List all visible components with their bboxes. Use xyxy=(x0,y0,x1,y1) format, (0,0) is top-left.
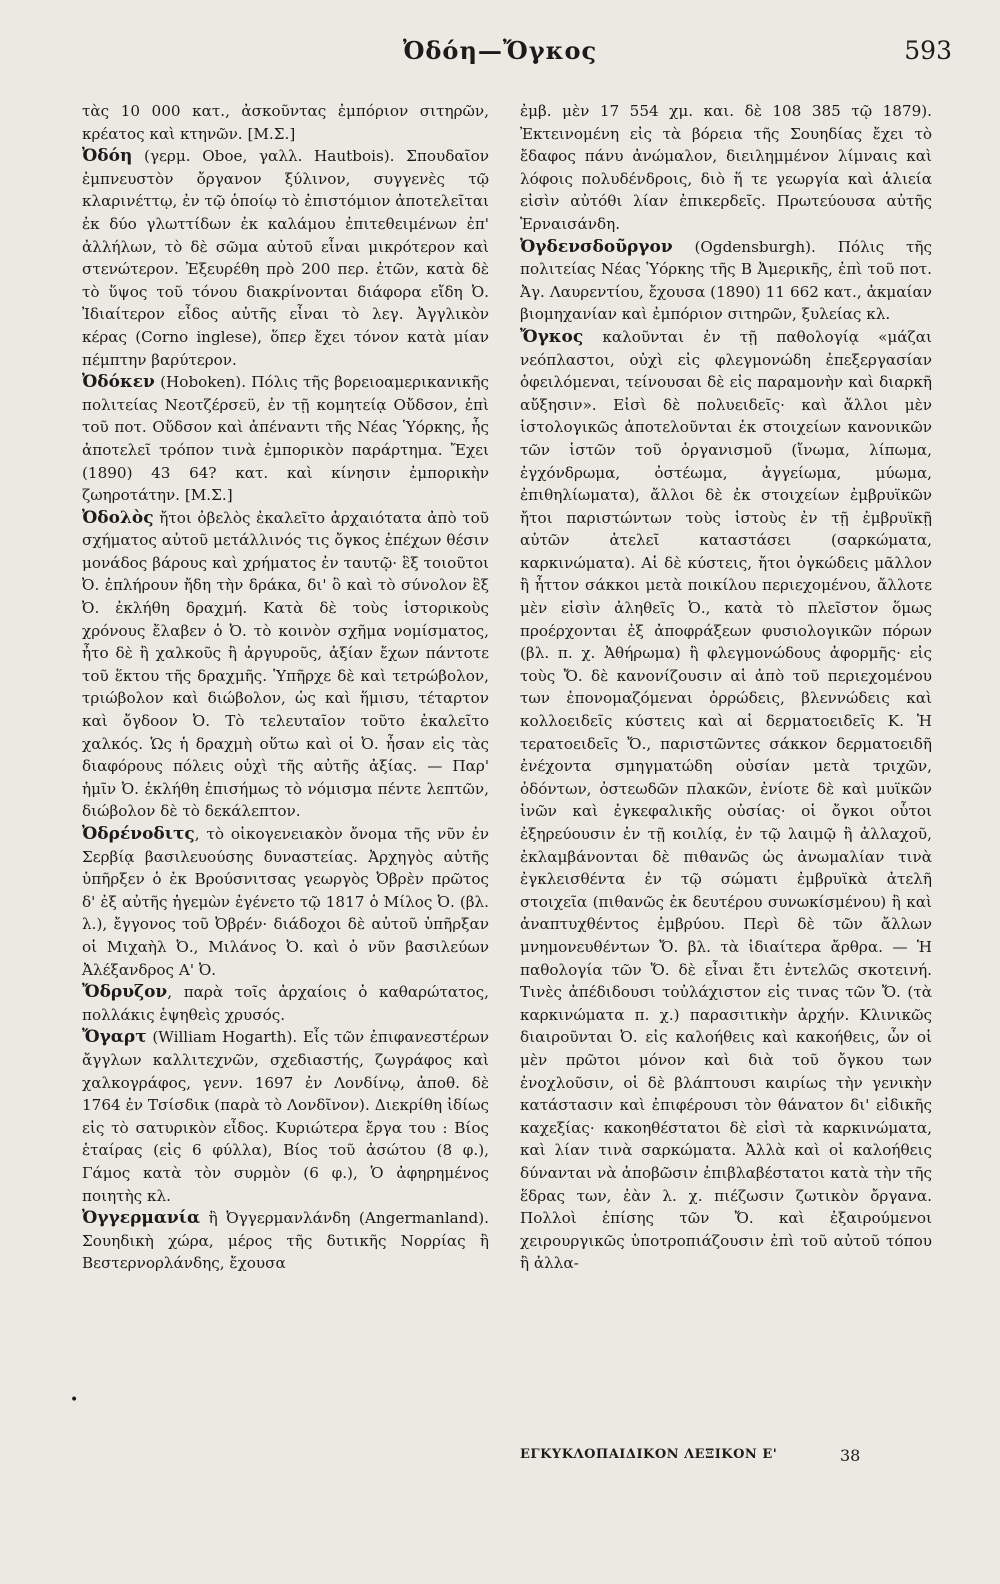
entry-text: , τὸ οἰκογενειακὸν ὄνομα τῆς νῦν ἐν Σερβίᾳ βασιλευούσης δυναστείας. Ἀρχηγὸς αὐτῆς ὑπῆρξεν ὁ ἐκ Βρούσνιτσας γεωργὸς Ὀβρὲν πρῶτος δ' ἐξ αὐτῆς ἡγεμὼν ἐγένετο τῷ 1817 ὁ Μίλος Ὀ. (βλ. λ.), ἔγγονος τοῦ Ὀβρέν· διάδοχοι δὲ αὐτοῦ ὑπῆρξαν οἱ Μιχαὴλ Ὀ., Μιλάνος Ὀ. καὶ ὁ νῦν βασιλεύων Ἀλέξανδρος Α' Ὀ. xyxy=(82,825,489,979)
entry-text: ἐμβ. μὲν 17 554 χμ. και. δὲ 108 385 τῷ 1879). Ἐκτεινομένη εἰς τὰ βόρεια τῆς Σουηδίας ἔχει τὸ ἔδαφος πάνυ ἀνώμαλον, διειλημμένον λίμναις καὶ λόφοις πολυδένδροις, διὸ ἥ τε γεωργία καὶ ἁλιεία εἰσὶν αὐτόθι λίαν ἐπικερδεῖς. Πρωτεύουσα αὐτῆς Ἑρναισάνδη. xyxy=(520,102,932,233)
entry-odoe xyxy=(82,145,489,371)
entry-text: (Ogdensburgh). Πόλις τῆς πολιτείας Νέας Ὑόρκης τῆς Β Ἀμερικῆς, ἐπὶ τοῦ ποτ. Ἀγ. Λαυρεντίου, ἔχουσα (1890) 11 662 κατ., ἀκμαίαν βιομηχανίαν καὶ ἐμπόριον σιτηρῶν, ξυλείας κλ. xyxy=(520,237,932,324)
entry-continuation xyxy=(82,100,489,145)
entry-obrenovic xyxy=(82,823,489,981)
entry-hogarth xyxy=(82,1026,489,1207)
entry-headword: Ὄδρυζον xyxy=(82,982,168,1003)
entry-text: τὰς 10 000 κατ., ἀσκοῦντας ἐμπόριον σιτηρῶν, κρέατος καὶ κτηνῶν. [Μ.Σ.] xyxy=(82,102,489,143)
entry-text: (Hoboken). Πόλις τῆς βορειοαμερικανικῆς πολιτείας Νεοτζέρσεϋ, ἐν τῇ κομητείᾳ Οὔδσον, ἐπὶ τοῦ ποτ. Οὔδσον καὶ ἀπέναντι τῆς Νέας Ὑόρκης, ἧς ἀποτελεῖ τρόπον τινὰ ἐμπορικὸν παράρτημα. Ἔχει (1890) 43 64? κατ. καὶ κίνησιν ἐμπορικὴν ζωηροτάτην. [Μ.Σ.] xyxy=(82,373,490,505)
margin-mark: • xyxy=(70,1392,79,1408)
entry-text: ἢ Ὀγγερμανλάνδη (Angermanland). Σουηδικὴ χώρα, μέρος τῆς δυτικῆς Νορρίας ἢ Βεστερνορλάνδης, ἔχουσα xyxy=(82,1209,489,1273)
entry-obolos xyxy=(82,507,489,823)
entry-onkos xyxy=(520,326,932,1275)
entry-headword: Ὀδρένοδιτς xyxy=(82,824,195,844)
running-title: Ὀδόη—Ὄγκος xyxy=(402,36,598,65)
entry-headword: Ὄγκος xyxy=(520,326,584,347)
left-column xyxy=(82,100,489,1275)
sheet-number: 38 xyxy=(840,1446,861,1465)
entry-angermanland xyxy=(82,1207,489,1275)
running-header xyxy=(0,36,1000,76)
entry-text: (William Hogarth). Εἷς τῶν ἐπιφανεστέρων ἄγγλων καλλιτεχνῶν, σχεδιαστής, ζωγράφος καὶ χαλκογράφος, γενν. 1697 ἐν Λονδίνῳ, ἀποθ. δὲ 1764 ἐν Τσίσδικ (παρὰ τὸ Λονδῖνον). Διεκρίθη ἰδίως εἰς τὸ σατυρικὸν εἶδος. Κυριώτερα ἔργα του : Βίος ἑταίρας (εἰς 6 φύλλα), Βίος τοῦ ἀσώτου (8 φ.), Γάμος κατὰ τὸν συρμὸν (6 φ.), Ὁ ἀφηρημένος ποιητὴς κλ. xyxy=(82,1028,490,1205)
entry-text: , παρὰ τοῖς ἀρχαίοις ὁ καθαρώτατος, πολλάκις ἑψηθεὶς χρυσός. xyxy=(82,983,489,1024)
entry-continuation xyxy=(520,100,932,236)
printer-signature: ΕΓΚΥΚΛΟΠΑΙΔΙΚΟΝ ΛΕΞΙΚΟΝ Ε' xyxy=(520,1447,778,1462)
entry-ogdensburgh xyxy=(520,236,932,326)
entry-headword: Ὀδολὸς xyxy=(82,507,154,528)
entry-headword: Ὀδόη xyxy=(82,146,133,167)
entry-hoboken xyxy=(82,371,489,507)
entry-headword: Ὀγγερμανία xyxy=(82,1208,201,1229)
entry-text: ἤτοι ὀβελὸς ἐκαλεῖτο ἀρχαιότατα ἀπὸ τοῦ σχήματος αὐτοῦ μετάλλινός τις ὄγκος ἐπέχων θέσιν μονάδος βάρους καὶ χρήματος ἐν ταυτῷ· ἓξ τοιοῦτοι Ὀ. ἐπλήρουν ἤδη τὴν δράκα, δι' ὃ καὶ τὸ σύνολον ἓξ Ὀ. ἐκλήθη δραχμή. Κατὰ δὲ τοὺς ἱστορικοὺς χρόνους ἔλαβεν ὁ Ὀ. τὸ κοινὸν σχῆμα νομίσματος, ἦτο δὲ ἢ χαλκοῦς ἢ ἀργυροῦς, ἀξίαν ἔχων πάντοτε τοῦ ἕκτου τῆς δραχμῆς. Ὑπῆρχε δὲ καὶ τετρώβολον, τριώβολον καὶ διώβολον, ὡς καὶ ἥμισυ, τέταρτον καὶ ὄγδοον Ὀ. Τὸ τελευταῖον τοῦτο ἐκαλεῖτο χαλκός. Ὡς ἡ δραχμὴ οὕτω καὶ οἱ Ὀ. ἦσαν εἰς τὰς διαφόρους πόλεις οὐχὶ τῆς αὐτῆς ἀξίας. — Παρ' ἡμῖν Ὀ. ἐκλήθη ἐπισήμως τὸ νόμισμα πέντε λεπτῶν, διώβολον δὲ τὸ δεκάλεπτον. xyxy=(82,508,490,821)
entry-headword: Ὄγαρτ xyxy=(82,1027,147,1048)
page-number: 593 xyxy=(904,36,952,65)
entry-obryzon xyxy=(82,981,489,1026)
right-column xyxy=(520,100,932,1275)
entry-text: (γερμ. Oboe, γαλλ. Hautbois). Σπουδαῖον ἐμπνευστὸν ὄργανον ξύλινον, συγγενὲς τῷ κλαρινέττῳ, ἐν τῷ ὁποίῳ τὸ ἐπιστόμιον ἀποτελεῖται ἐκ δύο γλωττίδων ἐκ καλάμου ἐπιτεθειμένων ἐπ' ἀλλήλων, τὸ δὲ σῶμα αὐτοῦ εἶναι μικρότερον καὶ στενώτερον. Ἐξευρέθη πρὸ 200 περ. ἐτῶν, κατὰ δὲ τὸ ὕψος τοῦ τόνου διακρίνονται διάφορα εἴδη Ὀ. Ἰδιαίτερον εἶδος αὐτῆς εἶναι τὸ λεγ. Ἀγγλικὸν κέρας (Corno inglese), ὅπερ ἔχει τόνον κατὰ μίαν πέμπτην βαρύτερον. xyxy=(82,147,490,369)
entry-headword: Ὀδόκεν xyxy=(82,372,155,393)
entry-text: καλοῦνται ἐν τῇ παθολογίᾳ «μάζαι νεόπλαστοι, οὐχὶ εἰς φλεγμονώδη ἐπεξεργασίαν ὀφειλόμεναι, τείνουσαι δὲ εἰς παραμονὴν καὶ διαρκῆ αὔξησιν». Εἰσὶ δὲ πολυειδεῖς· καὶ ἄλλοι μὲν ἱστολογικῶς ἀποτελοῦνται ἐκ στοιχείων κανονικῶν τῶν ἱστῶν τοῦ ὀργανισμοῦ (ἴνωμα, λίπωμα, ἐγχόνδρωμα, ὀστέωμα, ἀγγείωμα, μύωμα, ἐπιθηλίωματα), ἄλλοι δὲ ἐκ στοιχείων ἐμβρυϊκῶν ἤτοι παριστώντων τοὺς ἱστοὺς ἐν τῇ ἐμβρυϊκῇ αὐτῶν ἀτελεῖ καταστάσει (σαρκώματα, καρκινώματα). Αἱ δὲ κύστεις, ἤτοι ὀγκώδεις μᾶλλον ἢ ἧττον σάκκοι μετὰ ποικίλου περιεχομένου, ἄλλοτε μὲν εἰσὶν ἀληθεῖς Ὀ., κατὰ τὸ πλεῖστον ὅμως προέρχονται ἐξ ἀποφράξεων φυσιολογικῶν πόρων (βλ. π. χ. Ἀθήρωμα) ἢ φλεγμονώδους ἀφορμῆς· εἰς τοὺς Ὄ. δὲ κανονίζουσιν αἱ ἀπὸ τοῦ περιεχομένου των ἐπονομαζόμεναι ὀρρώδεις, βλεννώδεις καὶ κολλοειδεῖς κύστεις καὶ αἱ δερματοειδεῖς Κ. Ἡ τερατοειδεῖς Ὄ., παριστῶντες σάκκον δερματοειδῆ ἐνέχοντα σμηγματώδη οὐσίαν μετὰ τριχῶν, ὀδόντων, ὀστεωδῶν πλακῶν, ἐνίοτε δὲ καὶ μυϊκῶν ἰνῶν καὶ ἐγκεφαλικῆς οὐσίας· οἱ ὄγκοι οὗτοι ἐξηρεύουσιν ἐν τῇ κοιλίᾳ, ἐν τῷ λαιμῷ ἢ ἀλλαχοῦ, ἐκλαμβάνονται δὲ πιθανῶς ὡς ἀνωμαλίαν τινὰ ἐγκλεισθέντα ἐν τῷ σώματι ἐμβρυϊκὰ ἀτελῆ στοιχεῖα (πιθανῶς ἐκ δευτέρου συνωκίσμένου) ἢ καὶ ἀναπτυχθέντος ἐμβρύου. Περὶ δὲ τῶν ἄλλων μνημονευθέντων Ὄ. βλ. τὰ ἰδιαίτερα ἄρθρα. — Ἡ παθολογία τῶν Ὄ. δὲ εἶναι ἔτι ἐντελῶς σκοτεινή. Τινὲς ἀπέδιδουσι τοὐλάχιστον εἰς τινας τῶν Ὄ. (τὰ καρκινώματα π. χ.) παρασιτικὴν ἀρχήν. Κλινικῶς διαιροῦνται Ὀ. εἰς καλοήθεις καὶ κακοήθεις, ὧν οἱ μὲν πρῶτοι μόνον καὶ διὰ τοῦ ὄγκου των ἐνοχλοῦσιν, οἱ δὲ βλάπτουσι καιρίως τὴν γενικὴν κατάστασιν καὶ ἐπιφέρουσι τὸν θάνατον δι' εἰδικῆς καχεξίας· κακοηθέστατοι δὲ εἰσὶ τὰ καρκινώματα, καὶ λίαν τινὰ σαρκώματα. Ἀλλὰ καὶ οἱ καλοήθεις δύνανται νὰ ἀποβῶσιν ἐπιβλαβέστατοι κατὰ τὴν τῆς ἕδρας των, ἐὰν λ. χ. πιέζωσιν ζωτικὸν ὄργανα. Πολλοὶ ἐπίσης τῶν Ὄ. καὶ ἐξαιρούμενοι χειρουργικῶς ὑποτροπιάζουσιν ἐπὶ τοῦ αὐτοῦ τόπου ἢ ἀλλα- xyxy=(520,327,933,1273)
entry-headword: Ὀγδενσδοῦργον xyxy=(520,236,673,257)
